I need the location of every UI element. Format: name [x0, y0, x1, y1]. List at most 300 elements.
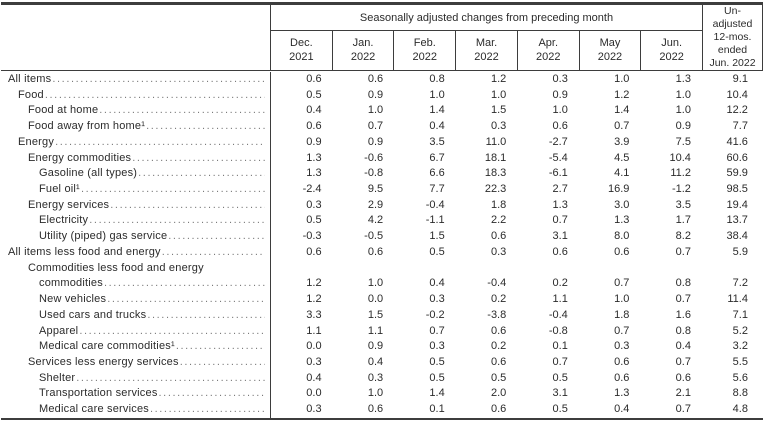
row-label-line [1, 166, 265, 182]
row-label [1, 88, 271, 104]
value-cell: 1.5 [429, 230, 445, 243]
value-cell: 18.1 [484, 151, 507, 164]
value-cell: 1.2 [614, 88, 630, 101]
value-cell: 8.0 [614, 230, 630, 243]
value-cell: 0.6 [490, 403, 507, 416]
value-cell: 0.6 [367, 403, 384, 416]
row-label [1, 355, 271, 371]
value-cell: 1.1 [367, 324, 384, 337]
table-row [1, 308, 763, 324]
row-label [1, 261, 271, 292]
row-label-text: Gasoline (all types) [39, 167, 138, 180]
value-cell: 1.3 [614, 214, 630, 227]
value-cell: -0.4 [425, 198, 445, 211]
unadjusted-value-cell: 41.6 [726, 135, 748, 148]
value-cell: -2.4 [302, 183, 322, 196]
dot-leader [147, 308, 265, 324]
month-header-cell [517, 31, 579, 70]
seasonally-adjusted-block [271, 5, 702, 70]
row-label-text: commodities [39, 277, 103, 290]
value-cell: 0.8 [429, 73, 445, 85]
month-name: Jun. [661, 37, 683, 49]
row-label [1, 371, 271, 387]
row-label-line [1, 88, 265, 104]
value-cell: -1.2 [671, 183, 691, 196]
dot-leader [104, 276, 265, 292]
value-cell: 0.1 [429, 403, 445, 416]
value-cell: 2.1 [675, 387, 691, 400]
month-year: 2022 [474, 50, 499, 63]
month-year: 2022 [597, 50, 623, 63]
value-cell: 1.1 [552, 293, 568, 306]
value-cell: 0.4 [429, 120, 445, 133]
value-cell: 0.4 [429, 277, 445, 290]
value-cell: 1.3 [614, 387, 630, 400]
row-label [1, 103, 271, 119]
row-label-line [1, 119, 265, 135]
value-cell: 3.3 [306, 308, 322, 321]
value-cell: 1.4 [429, 387, 445, 400]
row-label [1, 245, 271, 261]
value-cell: 16.9 [607, 183, 630, 196]
value-cell: 0.7 [552, 355, 568, 368]
value-cell: 0.6 [490, 230, 507, 243]
unadjusted-header-line: adjusted [712, 18, 753, 30]
unadjusted-value-cell: 59.9 [726, 167, 748, 180]
value-cell: 1.0 [367, 277, 384, 290]
value-cell: 1.0 [552, 104, 568, 117]
row-label-text: Food at home [28, 104, 99, 117]
value-cell: 0.5 [306, 88, 322, 101]
value-cell: 1.0 [614, 73, 630, 85]
row-label-text: Energy commodities [28, 151, 132, 164]
unadjusted-value-cell: 5.6 [732, 371, 748, 384]
value-cell: 1.2 [306, 277, 322, 290]
month-year: 2022 [535, 50, 561, 63]
table-row [1, 229, 763, 245]
value-cell: 0.7 [614, 324, 630, 337]
value-cell: 0.0 [367, 293, 384, 306]
value-cell: 6.7 [429, 151, 445, 164]
row-label-text: Electricity [39, 214, 89, 227]
table-row [1, 135, 763, 151]
value-cell: 9.5 [367, 183, 384, 196]
dot-leader [52, 72, 265, 88]
value-cell: 1.8 [614, 308, 630, 321]
row-label [1, 386, 271, 402]
value-cell: 0.8 [675, 277, 691, 290]
row-label [1, 324, 271, 340]
row-label [1, 135, 271, 151]
unadjusted-header [702, 5, 763, 70]
value-cell: 1.4 [614, 104, 630, 117]
row-label-text: All items [8, 73, 52, 85]
value-cell: 0.7 [675, 355, 691, 368]
table-row [1, 292, 763, 308]
value-cell: 0.6 [306, 245, 322, 258]
value-cell: 0.3 [490, 245, 507, 258]
value-cell: 0.7 [614, 120, 630, 133]
value-cell: 0.7 [429, 324, 445, 337]
unadjusted-value-cell: 11.4 [727, 293, 748, 306]
value-cell: 3.0 [614, 198, 630, 211]
value-cell: 2.2 [490, 214, 507, 227]
month-name: Jan. [352, 37, 374, 49]
value-cell: 0.5 [490, 371, 507, 384]
value-cell: 0.5 [429, 355, 445, 368]
row-label-line [1, 213, 265, 229]
value-cell: 0.3 [429, 293, 445, 306]
value-cell: 1.7 [675, 214, 691, 227]
table-row [1, 324, 763, 340]
row-label-text: Services less energy services [28, 355, 179, 368]
table-row [1, 182, 763, 198]
value-cell: 0.7 [675, 245, 691, 258]
value-cell: 0.3 [614, 340, 630, 353]
unadjusted-value-cell: 5.9 [732, 245, 748, 258]
value-cell: 0.6 [552, 120, 568, 133]
value-cell: 1.0 [367, 387, 384, 400]
row-label-text: Food [18, 88, 44, 101]
row-label-line [1, 324, 265, 340]
dot-leader [150, 402, 265, 418]
row-label-text: Medical care commodities¹ [39, 340, 175, 353]
month-header-cell [640, 31, 702, 70]
value-cell: -0.4 [548, 308, 568, 321]
value-cell: 3.9 [614, 135, 630, 148]
table-row [1, 166, 763, 182]
value-cell: 0.1 [552, 340, 568, 353]
row-label-line [1, 103, 265, 119]
month-headers [271, 31, 702, 70]
dot-leader [79, 324, 265, 340]
value-cell: 0.8 [675, 324, 691, 337]
value-cell: 1.5 [367, 308, 384, 321]
row-label-text: Fuel oil¹ [39, 183, 80, 196]
table-row [1, 402, 763, 418]
dot-leader [159, 386, 265, 402]
value-cell: 0.6 [367, 245, 384, 258]
month-name: May [599, 37, 621, 49]
month-header-cell [393, 31, 455, 70]
value-cell: 0.5 [429, 245, 445, 258]
month-name: Mar. [475, 37, 498, 49]
value-cell: 1.3 [552, 198, 568, 211]
value-cell: 2.7 [552, 183, 568, 196]
row-label [1, 182, 271, 198]
value-cell: 10.4 [669, 151, 691, 164]
row-label-text: All items less food and energy [8, 245, 161, 258]
value-cell: 0.0 [306, 340, 322, 353]
value-cell: 0.6 [614, 245, 630, 258]
table-header [1, 5, 763, 71]
value-cell: 0.9 [552, 88, 568, 101]
value-cell: -0.8 [364, 167, 384, 180]
row-label-text: Energy services [28, 198, 110, 211]
unadjusted-value-cell: 38.4 [726, 230, 748, 243]
row-label [1, 72, 271, 88]
dot-leader [55, 135, 265, 151]
dot-leader [138, 166, 265, 182]
row-label-line [1, 182, 265, 198]
unadjusted-header-line: 12-mos. [713, 31, 752, 43]
value-cell: -0.8 [548, 324, 568, 337]
value-cell: 0.9 [367, 88, 384, 101]
value-cell: 0.5 [306, 214, 322, 227]
dot-leader [89, 213, 265, 229]
value-cell: 6.6 [429, 167, 445, 180]
month-name: Apr. [538, 37, 559, 49]
value-cell: 0.4 [614, 403, 630, 416]
value-cell: 0.3 [306, 355, 322, 368]
row-label-text: Food away from home¹ [28, 120, 146, 133]
value-cell: 3.5 [675, 198, 691, 211]
unadjusted-value-cell: 3.2 [732, 340, 748, 353]
value-cell: 1.2 [306, 293, 322, 306]
value-cell: 2.0 [490, 387, 507, 400]
value-cell: 0.6 [552, 245, 568, 258]
unadjusted-value-cell: 7.2 [732, 277, 748, 290]
row-label-line [1, 339, 265, 355]
value-cell: 0.6 [614, 371, 630, 384]
row-label-line [1, 72, 265, 88]
value-cell: 0.4 [306, 371, 322, 384]
table-row [1, 151, 763, 167]
row-label-line [1, 276, 265, 292]
value-cell: 0.7 [675, 403, 691, 416]
value-cell: 0.7 [675, 293, 691, 306]
value-cell: -0.2 [425, 308, 445, 321]
unadjusted-value-cell: 4.8 [732, 403, 748, 416]
value-cell: 0.9 [675, 120, 691, 133]
table-row [1, 245, 763, 261]
month-year: 2022 [350, 50, 376, 63]
month-header-cell [271, 31, 332, 70]
dot-leader [168, 229, 265, 245]
value-cell: -6.1 [548, 167, 568, 180]
row-label-line [1, 402, 265, 418]
row-label [1, 292, 271, 308]
value-cell: 0.7 [367, 120, 384, 133]
value-cell: -1.1 [425, 214, 445, 227]
value-cell: 22.3 [484, 183, 507, 196]
value-cell: -2.7 [548, 135, 568, 148]
value-cell: 0.3 [367, 371, 384, 384]
value-cell: 3.5 [429, 135, 445, 148]
table-row [1, 119, 763, 135]
row-label-text: Shelter [39, 371, 76, 384]
value-cell: 1.0 [490, 88, 507, 101]
unadjusted-value-cell: 98.5 [726, 183, 748, 196]
table-row [1, 261, 763, 292]
row-label-line [1, 245, 265, 261]
unadjusted-header-line: Jun. 2022 [709, 57, 756, 69]
dot-leader [99, 103, 265, 119]
value-cell: 1.4 [429, 104, 445, 117]
value-cell: 0.7 [552, 214, 568, 227]
dot-leader [162, 245, 265, 261]
value-cell: 0.3 [306, 198, 322, 211]
value-cell: 0.0 [306, 387, 322, 400]
value-cell: 11.0 [485, 135, 507, 148]
value-cell: 7.7 [429, 183, 445, 196]
table-row [1, 88, 763, 104]
row-label-text: Apparel [39, 324, 79, 337]
table-body [1, 71, 763, 418]
dot-leader [45, 88, 265, 104]
value-cell: 3.1 [552, 230, 568, 243]
value-cell: 0.4 [675, 340, 691, 353]
seasonally-adjusted-title: Seasonally adjusted changes from preceding month [271, 5, 702, 31]
value-cell: 0.9 [306, 135, 322, 148]
value-cell: 0.5 [429, 371, 445, 384]
unadjusted-header-line: ended [717, 44, 748, 56]
month-year: 2021 [289, 50, 314, 63]
value-cell: 1.0 [675, 88, 691, 101]
value-cell: 11.2 [670, 167, 691, 180]
value-cell: 3.1 [552, 387, 568, 400]
row-label [1, 402, 271, 418]
value-cell: 0.9 [367, 135, 384, 148]
value-cell: -0.5 [364, 230, 384, 243]
value-cell: -0.4 [487, 277, 507, 290]
month-name: Feb. [413, 37, 436, 49]
value-cell: 0.3 [429, 340, 445, 353]
row-label [1, 119, 271, 135]
unadjusted-value-cell: 8.8 [732, 387, 748, 400]
unadjusted-value-cell: 13.7 [726, 214, 748, 227]
month-header-cell [455, 31, 517, 70]
value-cell: 0.3 [552, 73, 568, 85]
value-cell: 18.3 [484, 167, 507, 180]
value-cell: 1.8 [490, 198, 507, 211]
table-row [1, 198, 763, 214]
value-cell: 4.2 [367, 214, 384, 227]
dot-leader [132, 151, 265, 167]
unadjusted-value-cell: 10.4 [726, 88, 748, 101]
row-label-text: Medical care services [39, 403, 149, 416]
value-cell: 1.3 [306, 151, 322, 164]
table-row [1, 355, 763, 371]
value-cell: 0.9 [367, 340, 384, 353]
table-row [1, 339, 763, 355]
value-cell: 4.5 [614, 151, 630, 164]
row-label [1, 339, 271, 355]
value-cell: 1.2 [490, 73, 507, 85]
table-row [1, 72, 763, 88]
row-label-line [1, 355, 265, 371]
dot-leader [76, 371, 265, 387]
row-label [1, 151, 271, 167]
dot-leader [107, 292, 265, 308]
value-cell: 0.6 [306, 120, 322, 133]
month-name: Dec. [290, 37, 313, 49]
value-cell: 1.3 [306, 167, 322, 180]
row-label-text: Commodities less food and energy [28, 261, 204, 274]
unadjusted-value-cell: 9.1 [732, 73, 748, 85]
unadjusted-value-cell: 7.7 [732, 120, 748, 133]
row-label-line [1, 229, 265, 245]
value-cell: 8.2 [675, 230, 691, 243]
value-cell: -5.4 [548, 151, 568, 164]
unadjusted-value-cell: 5.2 [732, 324, 748, 337]
unadjusted-value-cell: 7.1 [732, 308, 748, 321]
value-cell: 1.6 [675, 308, 691, 321]
table-row [1, 386, 763, 402]
row-label-text: Transportation services [39, 387, 158, 400]
table-row [1, 103, 763, 119]
value-cell: -3.8 [487, 308, 507, 321]
value-cell: 0.2 [490, 340, 507, 353]
month-year: 2022 [659, 50, 684, 63]
row-label-line [1, 261, 265, 277]
row-label-line [1, 292, 265, 308]
value-cell: 1.0 [675, 104, 691, 117]
month-year: 2022 [412, 50, 438, 63]
value-cell: 0.6 [306, 73, 322, 85]
row-label-line [1, 198, 265, 214]
cpi-data-table [1, 2, 763, 420]
value-cell: 0.6 [675, 371, 691, 384]
row-label [1, 213, 271, 229]
value-cell: 0.7 [614, 277, 630, 290]
unadjusted-value-cell: 19.4 [726, 198, 748, 211]
value-cell: 0.5 [552, 371, 568, 384]
row-label-line [1, 386, 265, 402]
row-label [1, 198, 271, 214]
table-row [1, 371, 763, 387]
value-cell: 1.1 [306, 324, 322, 337]
unadjusted-value-cell: 5.5 [732, 355, 748, 368]
row-label-line [1, 135, 265, 151]
table-row [1, 213, 763, 229]
value-cell: 0.4 [306, 104, 322, 117]
value-cell: 0.5 [552, 403, 568, 416]
value-cell: 2.9 [367, 198, 384, 211]
row-label-text: Used cars and trucks [39, 308, 147, 321]
value-cell: 0.3 [306, 403, 322, 416]
dot-leader [180, 355, 265, 371]
value-cell: 0.6 [614, 355, 630, 368]
unadjusted-value-cell: 60.6 [726, 151, 748, 164]
row-label [1, 308, 271, 324]
row-label [1, 166, 271, 182]
value-cell: 0.6 [490, 324, 507, 337]
unadjusted-header-line: Un- [724, 5, 741, 17]
dot-leader [110, 198, 265, 214]
row-label-line [1, 371, 265, 387]
row-label-text: Energy [18, 135, 55, 148]
value-cell: 1.0 [614, 293, 630, 306]
dot-leader [176, 339, 265, 355]
value-cell: 1.5 [490, 104, 507, 117]
value-cell: 4.1 [614, 167, 630, 180]
row-label-line [1, 308, 265, 324]
value-cell: 7.5 [675, 135, 691, 148]
month-header-cell [579, 31, 641, 70]
value-cell: 1.3 [675, 73, 691, 85]
row-label-line [1, 151, 265, 167]
value-cell: 0.2 [490, 293, 507, 306]
month-header-cell [332, 31, 394, 70]
value-cell: -0.6 [364, 151, 384, 164]
value-cell: 1.0 [367, 104, 384, 117]
value-cell: -0.3 [302, 230, 322, 243]
value-cell: 1.0 [429, 88, 445, 101]
row-label [1, 229, 271, 245]
value-cell: 0.2 [552, 277, 568, 290]
value-cell: 0.6 [490, 355, 507, 368]
